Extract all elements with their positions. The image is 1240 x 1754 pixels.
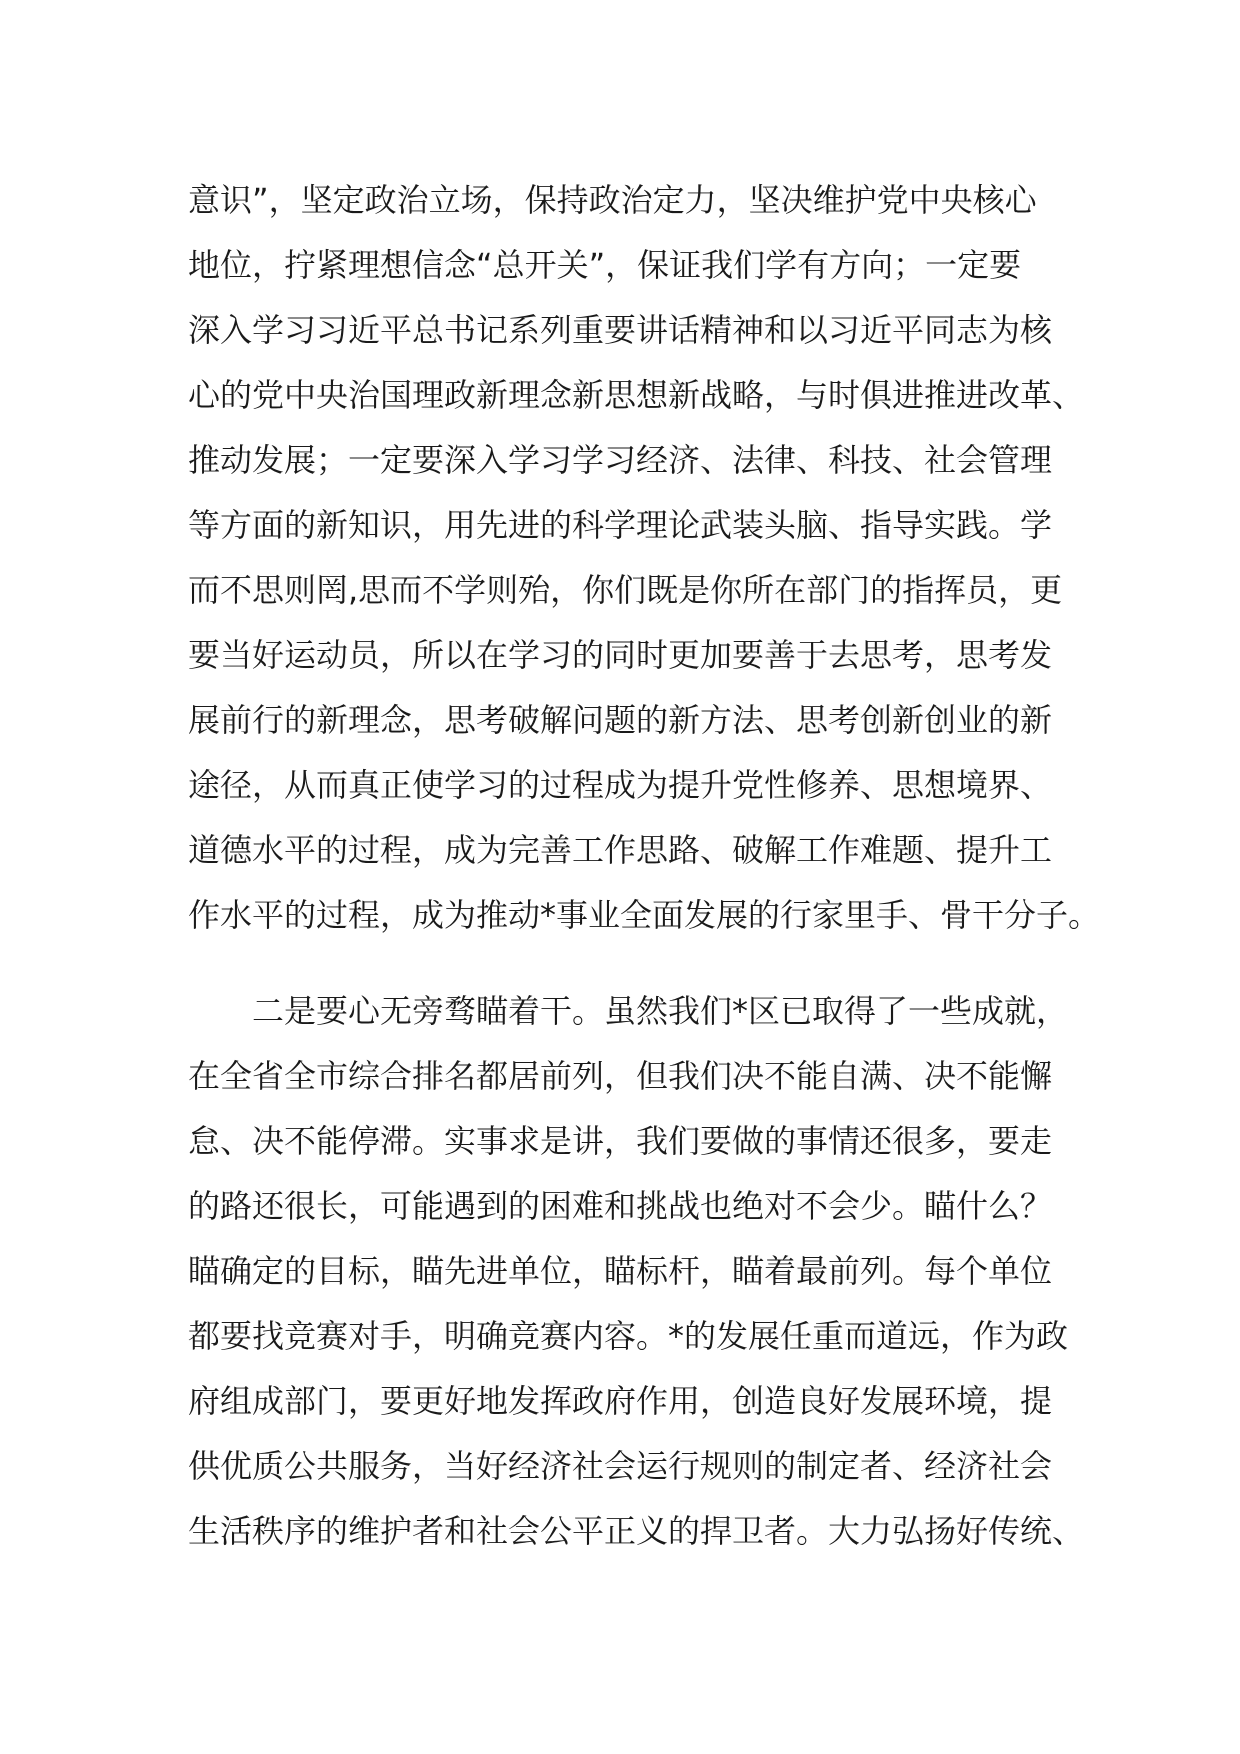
text-line: 二是要心无旁骛瞄着干。虽然我们*区已取得了一些成就， (252, 992, 1069, 1030)
text-line: 而不思则罔,思而不学则殆，你们既是你所在部门的指挥员，更 (188, 571, 1063, 609)
text-line: 都要找竞赛对手，明确竞赛内容。*的发展任重而道远，作为政 (188, 1317, 1069, 1355)
text-line: 供优质公共服务，当好经济社会运行规则的制定者、经济社会 (188, 1447, 1053, 1485)
text-line: 途径，从而真正使学习的过程成为提升党性修养、思想境界、 (188, 766, 1053, 804)
paragraph-1 (188, 168, 1101, 948)
text-line: 地位，拧紧理想信念“总开关”，保证我们学有方向；一定要 (188, 246, 1022, 284)
text-line: 等方面的新知识，用先进的科学理论武装头脑、指导实践。学 (188, 506, 1053, 544)
paragraph-spacer (188, 948, 1088, 979)
text-line: 道德水平的过程，成为完善工作思路、破解工作难题、提升工 (188, 831, 1053, 869)
text-line: 作水平的过程，成为推动*事业全面发展的行家里手、骨干分子。 (188, 896, 1101, 934)
text-line: 府组成部门，要更好地发挥政府作用，创造良好发展环境，提 (188, 1382, 1053, 1420)
text-line: 瞄确定的目标，瞄先进单位，瞄标杆，瞄着最前列。每个单位 (188, 1252, 1053, 1290)
text-line: 推动发展；一定要深入学习学习经济、法律、科技、社会管理 (188, 441, 1053, 479)
text-line: 要当好运动员，所以在学习的同时更加要善于去思考，思考发 (188, 636, 1053, 674)
text-line: 展前行的新理念，思考破解问题的新方法、思考创新创业的新 (188, 701, 1053, 739)
text-line: 在全省全市综合排名都居前列，但我们决不能自满、决不能懈 (188, 1057, 1053, 1095)
text-line: 心的党中央治国理政新理念新思想新战略，与时俱进推进改革、 (188, 376, 1085, 414)
text-line: 生活秩序的维护者和社会公平正义的捍卫者。大力弘扬好传统、 (188, 1512, 1085, 1550)
text-line: 怠、决不能停滞。实事求是讲，我们要做的事情还很多，要走 (188, 1122, 1053, 1160)
text-line: 深入学习习近平总书记系列重要讲话精神和以习近平同志为核 (188, 311, 1053, 349)
text-line: 意识”，坚定政治立场，保持政治定力，坚决维护党中央核心 (188, 181, 1037, 219)
paragraph-2 (188, 979, 1088, 1564)
text-line: 的路还很长，可能遇到的困难和挑战也绝对不会少。瞄什么？ (188, 1187, 1053, 1225)
document-body (188, 168, 1101, 1564)
